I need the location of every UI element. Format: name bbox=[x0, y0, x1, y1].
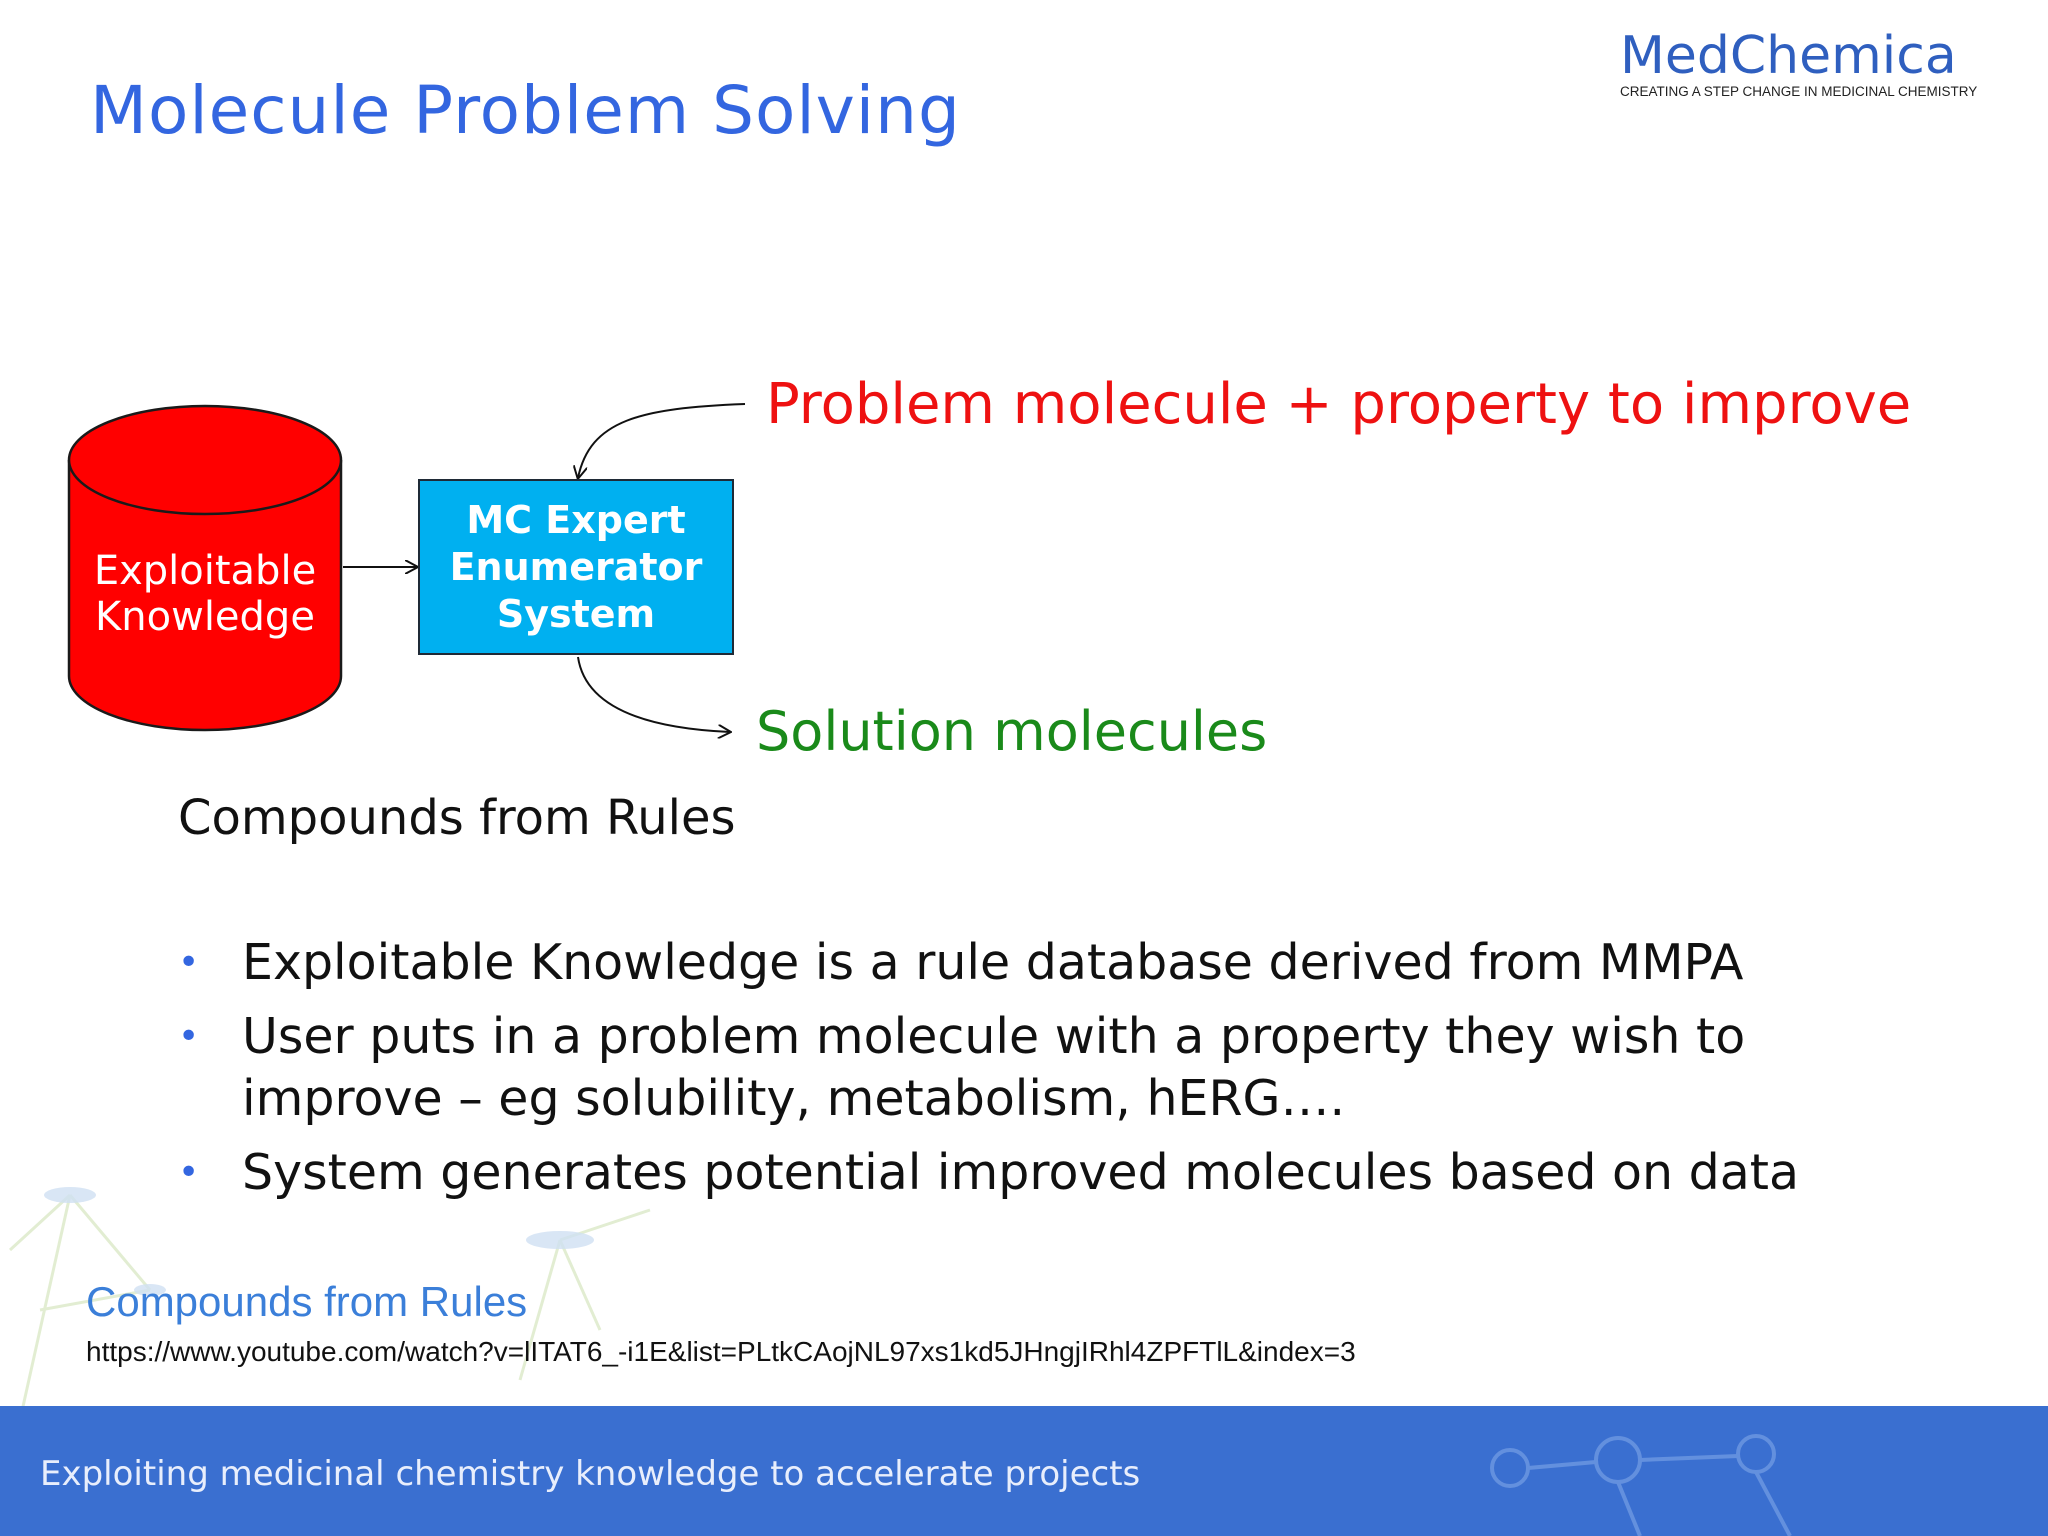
video-link-url[interactable]: https://www.youtube.com/watch?v=lITAT6_-i1E&list=PLtkCAojNL97xs1kd5JHngjIRhl4ZPFTlL&index=3 bbox=[86, 1336, 1356, 1367]
bullet-item bbox=[178, 1142, 1878, 1204]
engine-label-line1: MC Expert bbox=[466, 497, 686, 542]
slide-title: Molecule Problem Solving bbox=[90, 72, 961, 149]
engine-label-line3: System bbox=[496, 591, 656, 636]
logo-tagline: CREATING A STEP CHANGE IN MEDICINAL CHEMISTRY bbox=[1620, 84, 1978, 99]
problem-molecule-label: Problem molecule + property to improve bbox=[766, 372, 1912, 437]
logo-name: MedChemica bbox=[1620, 26, 1957, 86]
subheading: Compounds from Rules bbox=[178, 790, 736, 846]
database-label-line2: Knowledge bbox=[95, 594, 315, 640]
solution-molecules-label: Solution molecules bbox=[756, 700, 1268, 763]
video-link-title[interactable]: Compounds from Rules bbox=[86, 1278, 528, 1325]
bullet-text: User puts in a problem molecule with a property they wish to improve – eg solubility, metabolism, hERG…. bbox=[242, 1008, 1746, 1127]
footer-bar bbox=[0, 1406, 2048, 1536]
engine-label-line2: Enumerator bbox=[449, 544, 703, 589]
bullet-list bbox=[178, 932, 1878, 1216]
mc-expert-enumerator-box bbox=[418, 479, 734, 655]
database-label bbox=[70, 548, 340, 640]
bullet-icon: • bbox=[178, 1152, 200, 1193]
bullet-icon: • bbox=[178, 1016, 200, 1057]
bullet-item bbox=[178, 932, 1878, 994]
arrow-engine-to-solution bbox=[578, 657, 730, 732]
arrow-problem-to-engine bbox=[578, 404, 745, 478]
engine-label bbox=[450, 497, 703, 638]
bullet-icon: • bbox=[178, 942, 200, 983]
bullet-text: Exploitable Knowledge is a rule database derived from MMPA bbox=[242, 934, 1744, 991]
footer-tagline: Exploiting medicinal chemistry knowledge to accelerate projects bbox=[40, 1454, 1141, 1494]
database-label-line1: Exploitable bbox=[93, 548, 317, 594]
bullet-text: System generates potential improved molecules based on data bbox=[242, 1144, 1800, 1201]
bullet-item bbox=[178, 1006, 1878, 1130]
